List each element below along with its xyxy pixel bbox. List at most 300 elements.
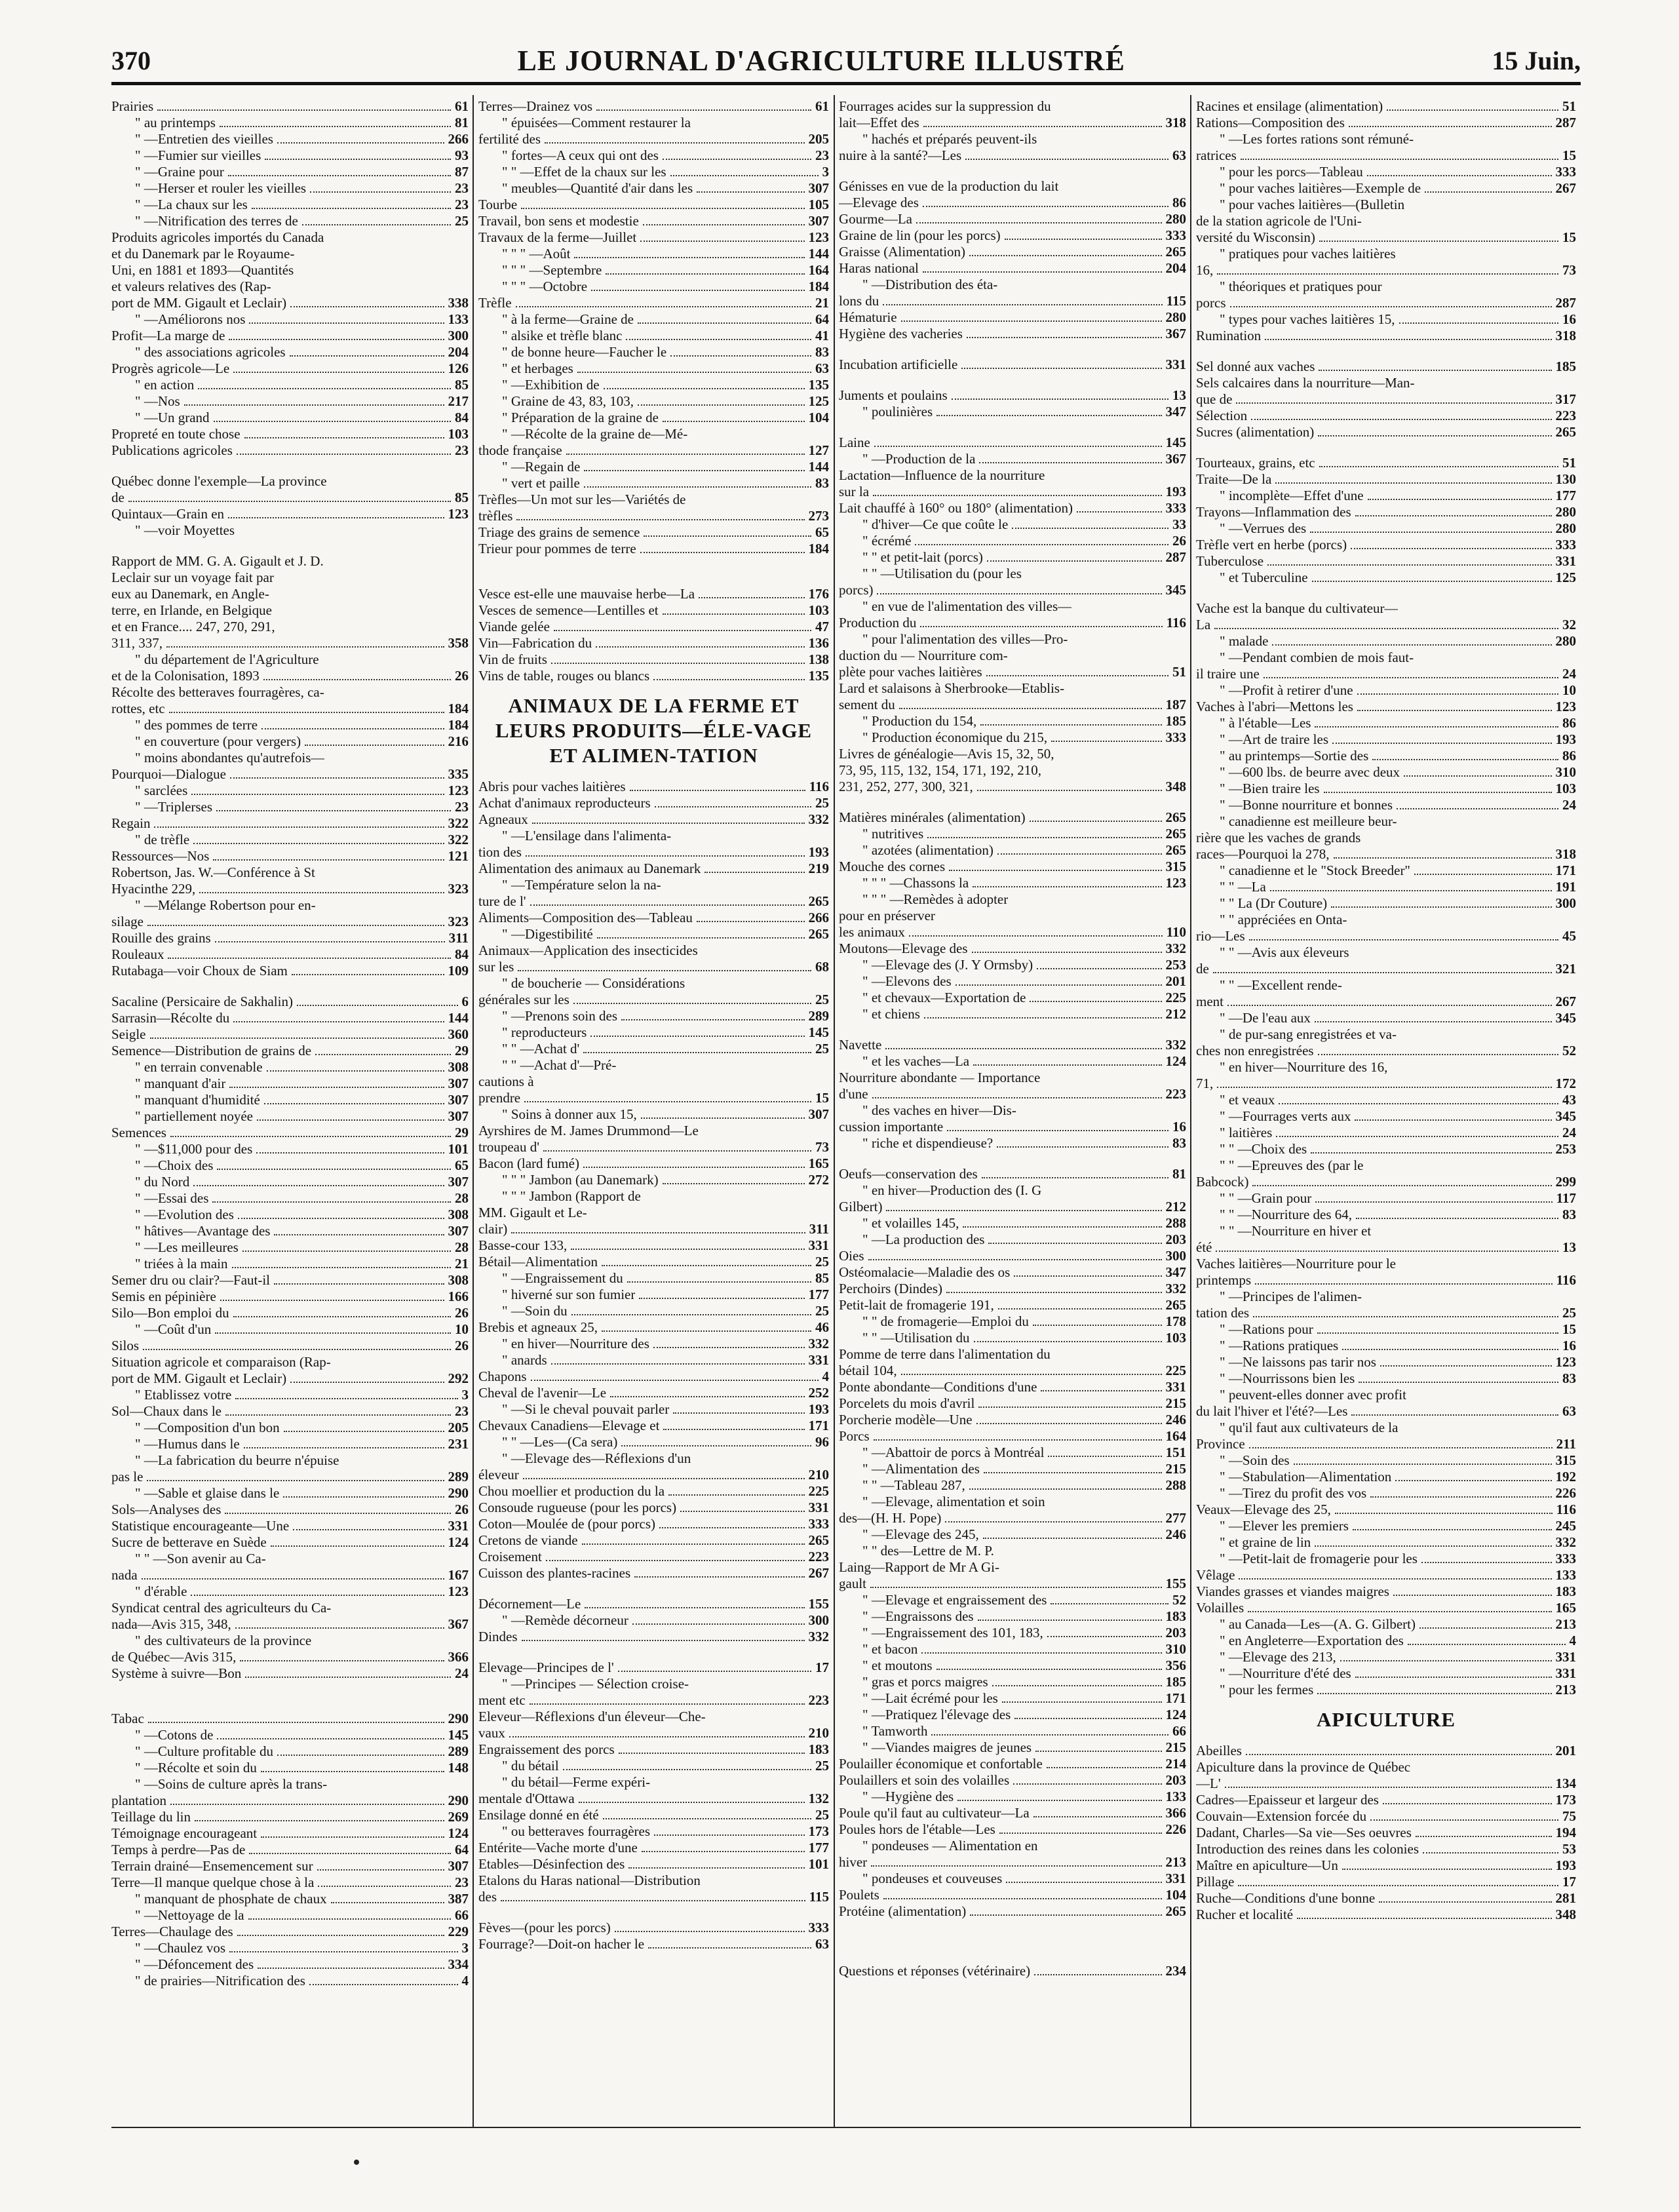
- entry-page-number: 123: [1555, 699, 1576, 714]
- entry-text: Hyacinthe 229,: [111, 881, 196, 897]
- entry-text: Sels calcaires dans la nourriture—Man-: [1196, 375, 1415, 391]
- entry-text: Production du: [839, 615, 917, 631]
- index-entry: [1196, 1370, 1576, 1387]
- dot-leader: [1419, 1627, 1552, 1629]
- entry-text: Trayons—Inflammation des: [1196, 504, 1351, 520]
- entry-page-number: 265: [1165, 244, 1186, 260]
- dot-leader: [584, 486, 811, 488]
- dot-leader: [1332, 743, 1551, 744]
- entry-text: Poulailler économique et confortable: [839, 1756, 1043, 1772]
- dot-leader: [256, 1152, 444, 1154]
- index-entry: [111, 1305, 469, 1321]
- index-entry: [111, 1092, 469, 1108]
- entry-text: " de prairies—Nitrification des: [135, 1973, 305, 1989]
- dot-leader: [969, 255, 1161, 256]
- dot-leader: [610, 1396, 804, 1397]
- entry-text: " —Verrues des: [1220, 520, 1307, 536]
- entry-text: " fortes—A ceux qui ont des: [502, 147, 659, 163]
- index-entry: [839, 115, 1186, 131]
- entry-page-number: 17: [1562, 1874, 1576, 1890]
- index-entry: [478, 1549, 829, 1565]
- index-entry: [1196, 944, 1576, 961]
- dot-leader: [1294, 1464, 1552, 1465]
- entry-text: " —Elevage des 213,: [1220, 1649, 1336, 1665]
- entry-page-number: 187: [1165, 697, 1186, 712]
- index-entry: [478, 492, 829, 508]
- entry-page-number: 123: [1165, 875, 1186, 891]
- index-entry: [111, 1534, 469, 1551]
- entry-text: " —Engraissement du: [502, 1270, 623, 1286]
- entry-text: Dadant, Charles—Sa vie—Ses oeuvres: [1196, 1825, 1412, 1840]
- dot-leader: [290, 1382, 444, 1383]
- entry-text: " —Sable et glaise dans le: [135, 1485, 280, 1501]
- entry-page-number: 47: [815, 619, 829, 634]
- dot-leader: [573, 1003, 811, 1004]
- entry-text: Tabac: [111, 1711, 144, 1726]
- section-title-animaux: ANIMAUX DE LA FERME ET LEURS PRODUITS—ÉLE-VAGE ET ALIMEN-TATION: [495, 694, 813, 767]
- index-entry: [839, 1477, 1186, 1494]
- index-entry: [839, 779, 1186, 795]
- index-entry: [478, 1483, 829, 1500]
- entry-page-number: 288: [1165, 1215, 1186, 1231]
- entry-page-number: 125: [1555, 570, 1576, 585]
- entry-page-number: 358: [448, 635, 469, 651]
- index-entry: [111, 1583, 469, 1600]
- entry-text: " —Soins de culture après la trans-: [135, 1776, 328, 1792]
- index-entry: [478, 1629, 829, 1645]
- index-entry: [1196, 1207, 1576, 1223]
- entry-page-number: 101: [448, 1141, 469, 1157]
- entry-text: " —De l'eau aux: [1220, 1010, 1311, 1026]
- dot-leader: [511, 1232, 805, 1233]
- entry-text: " —Elevage des 245,: [862, 1526, 979, 1542]
- dot-leader: [1370, 1819, 1558, 1821]
- entry-page-number: 290: [448, 1711, 469, 1726]
- index-entry: [1196, 1682, 1576, 1698]
- entry-page-number: 33: [1172, 516, 1186, 532]
- dot-leader: [952, 398, 1168, 400]
- index-entry: [111, 328, 469, 344]
- entry-text: " " des—Lettre de M. P.: [862, 1543, 994, 1559]
- index-entry: [478, 910, 829, 926]
- entry-page-number: 201: [1555, 1743, 1576, 1758]
- dot-leader: [602, 1330, 811, 1332]
- index-entry: [111, 864, 469, 881]
- entry-text: Semer dru ou clair?—Faut-il: [111, 1272, 271, 1288]
- index-entry: [839, 1086, 1186, 1102]
- entry-page-number: 16: [1172, 1119, 1186, 1135]
- entry-page-number: 123: [448, 783, 469, 798]
- dot-leader: [1340, 1660, 1552, 1661]
- index-entry: [1196, 375, 1576, 391]
- dot-leader: [217, 1169, 451, 1170]
- entry-page-number: 184: [808, 541, 829, 556]
- index-entry: [1196, 912, 1576, 928]
- index-entry: [478, 1385, 829, 1401]
- index-entry: [111, 1321, 469, 1338]
- entry-text: clair): [478, 1221, 508, 1237]
- index-entry: [839, 195, 1186, 211]
- index-entry: [839, 680, 1186, 697]
- entry-text: Prairies: [111, 98, 154, 114]
- entry-page-number: 4: [822, 1368, 829, 1384]
- dot-leader: [986, 675, 1168, 676]
- entry-list: [1196, 98, 1576, 1698]
- entry-text: les animaux: [839, 924, 905, 940]
- index-entry: [111, 1956, 469, 1973]
- index-entry: [839, 809, 1186, 826]
- entry-text: que de: [1196, 391, 1233, 407]
- entry-page-number: 133: [1555, 1567, 1576, 1583]
- dot-leader: [1225, 1787, 1552, 1788]
- dot-leader: [648, 1947, 811, 1949]
- index-entry: [478, 1287, 829, 1303]
- dot-leader: [1404, 775, 1551, 777]
- dot-leader: [263, 679, 451, 680]
- dot-leader: [509, 1736, 805, 1737]
- entry-text: " et graine de lin: [1220, 1534, 1311, 1550]
- entry-text: Produits agricoles importés du Canada: [111, 229, 324, 245]
- index-entry: [111, 473, 469, 490]
- entry-page-number: 215: [1165, 1739, 1186, 1755]
- index-entry: [478, 1467, 829, 1483]
- entry-text: " —Améliorons nos: [135, 311, 246, 327]
- entry-text: " gras et porcs maigres: [862, 1674, 988, 1690]
- index-entry: [1196, 1354, 1576, 1370]
- column-divider: [1190, 95, 1191, 2127]
- dot-leader: [1265, 339, 1551, 340]
- index-entry: [839, 631, 1186, 648]
- index-entry: [839, 697, 1186, 713]
- index-entry: [1196, 1775, 1576, 1792]
- dot-leader: [293, 1529, 444, 1530]
- entry-text: " —Nourrissons bien les: [1220, 1370, 1355, 1386]
- index-entry: [1196, 98, 1576, 115]
- entry-page-number: 63: [815, 1936, 829, 1952]
- entry-text: 311, 337,: [111, 635, 163, 651]
- index-entry: [839, 990, 1186, 1006]
- index-entry: [1196, 1026, 1576, 1043]
- index-entry: [478, 410, 829, 426]
- index-entry: [1196, 279, 1576, 295]
- dot-leader: [1216, 1251, 1558, 1252]
- dot-leader: [1319, 466, 1558, 467]
- entry-page-number: 267: [1555, 180, 1576, 196]
- entry-text: " " —Avis aux éleveurs: [1220, 944, 1349, 960]
- dot-leader: [606, 273, 804, 275]
- index-entry: [839, 1215, 1186, 1232]
- entry-page-number: 85: [455, 377, 469, 393]
- index-entry: [478, 877, 829, 893]
- index-entry: [478, 1612, 829, 1629]
- index-entry: [1196, 633, 1576, 650]
- index-entry: [478, 1532, 829, 1549]
- entry-page-number: 338: [448, 295, 469, 311]
- entry-page-number: 184: [808, 279, 829, 294]
- entry-text: Semences: [111, 1125, 166, 1140]
- entry-text: Robertson, Jas. W.—Conférence à St: [111, 864, 315, 880]
- entry-page-number: 110: [1166, 924, 1186, 940]
- entry-page-number: 115: [1166, 293, 1186, 309]
- dot-leader: [630, 790, 805, 791]
- entry-page-number: 116: [1556, 1502, 1576, 1517]
- entry-text: " alsike et trèfle blanc: [502, 328, 623, 343]
- index-entry: [111, 1141, 469, 1157]
- entry-text: " —L'ensilage dans l'alimenta-: [502, 828, 672, 844]
- entry-text: Porcherie modèle—Une: [839, 1412, 973, 1427]
- entry-page-number: 225: [808, 1483, 829, 1499]
- entry-text: Vesces de semence—Lentilles et: [478, 602, 659, 618]
- entry-page-number: 23: [455, 180, 469, 196]
- entry-page-number: 308: [448, 1059, 469, 1075]
- index-entry: [111, 1387, 469, 1403]
- dot-leader: [551, 1363, 805, 1365]
- entry-page-number: 323: [448, 881, 469, 897]
- index-entry: [1196, 781, 1576, 797]
- entry-page-number: 210: [808, 1725, 829, 1741]
- entry-page-number: 177: [808, 1287, 829, 1302]
- dot-leader: [574, 257, 804, 258]
- index-entry: [478, 1774, 829, 1791]
- entry-page-number: 46: [815, 1319, 829, 1335]
- dot-leader: [885, 1048, 1161, 1049]
- entry-text: Abris pour vaches laitières: [478, 779, 626, 794]
- dot-leader: [1014, 1718, 1161, 1719]
- dot-leader: [868, 1259, 1162, 1260]
- dot-leader: [1033, 1325, 1162, 1326]
- index-entry: [111, 1711, 469, 1727]
- entry-text: Petit-lait de fromagerie 191,: [839, 1297, 994, 1313]
- spacer-row: [839, 342, 1186, 357]
- entry-page-number: 269: [448, 1809, 469, 1825]
- index-entry: [478, 115, 829, 131]
- entry-page-number: 332: [1555, 1534, 1576, 1550]
- entry-page-number: 61: [455, 98, 469, 114]
- index-entry: [839, 326, 1186, 342]
- dot-leader: [970, 1914, 1161, 1916]
- entry-page-number: 331: [808, 1500, 829, 1515]
- index-entry: [1196, 504, 1576, 520]
- entry-page-number: 265: [808, 1532, 829, 1548]
- entry-page-number: 151: [1165, 1445, 1186, 1460]
- entry-page-number: 289: [808, 1008, 829, 1024]
- dot-leader: [216, 810, 451, 811]
- index-entry: [839, 1199, 1186, 1215]
- entry-page-number: 177: [1555, 488, 1576, 503]
- dot-leader: [871, 1865, 1161, 1867]
- dot-leader: [1335, 1513, 1553, 1514]
- dot-leader: [628, 1867, 804, 1869]
- index-entry: [478, 619, 829, 635]
- index-entry: [839, 516, 1186, 533]
- index-entry: [839, 1330, 1186, 1346]
- entry-text: " " —Les—(Ca sera): [502, 1434, 618, 1450]
- dot-leader: [1315, 1021, 1552, 1022]
- entry-page-number: 123: [808, 229, 829, 245]
- index-entry: [111, 1727, 469, 1743]
- dot-leader: [670, 355, 811, 357]
- entry-page-number: 265: [1165, 842, 1186, 858]
- entry-page-number: 266: [808, 910, 829, 925]
- entry-text: " —Tirez du profit des vos: [1220, 1485, 1367, 1501]
- entry-text: Pillage: [1196, 1874, 1235, 1890]
- entry-page-number: 226: [1165, 1821, 1186, 1837]
- issue-date: 15 Juin,: [1492, 45, 1581, 75]
- entry-page-number: 26: [455, 1502, 469, 1517]
- index-entry: [111, 668, 469, 684]
- entry-page-number: 193: [1165, 484, 1186, 499]
- entry-text: Silos: [111, 1338, 140, 1353]
- entry-text: " —La production des: [862, 1232, 985, 1247]
- spacer-row: [1196, 586, 1576, 600]
- dot-leader: [1217, 1087, 1551, 1088]
- dot-leader: [142, 1578, 444, 1580]
- entry-page-number: 166: [448, 1289, 469, 1304]
- entry-text: " —Petit-lait de fromagerie pour les: [1220, 1551, 1418, 1566]
- entry-text: " en hiver—Nourriture des: [502, 1336, 649, 1351]
- entry-page-number: 148: [448, 1760, 469, 1775]
- entry-text: " et Tuberculine: [1220, 570, 1308, 585]
- entry-text: fertilité des: [478, 131, 541, 147]
- dot-leader: [571, 1314, 811, 1315]
- dot-leader: [978, 1620, 1162, 1621]
- dot-leader: [582, 1543, 805, 1545]
- dot-leader: [638, 322, 811, 324]
- index-entry: [111, 131, 469, 147]
- entry-text: trèfles: [478, 508, 513, 524]
- index-column-3: [839, 98, 1186, 2114]
- index-entry: [478, 147, 829, 164]
- entry-page-number: 287: [1555, 295, 1576, 311]
- index-entry: [839, 1854, 1186, 1871]
- index-entry: [111, 832, 469, 848]
- entry-text: de Québec—Avis 315,: [111, 1649, 237, 1665]
- spacer-row: [1196, 440, 1576, 455]
- entry-text: " " —Utilisation du (pour les: [862, 566, 1022, 581]
- dot-leader: [229, 339, 444, 340]
- dot-leader: [1239, 1578, 1551, 1580]
- entry-text: nuire à la santé?—Les: [839, 147, 962, 163]
- entry-text: vaux: [478, 1725, 505, 1741]
- entry-text: de: [1196, 961, 1209, 977]
- entry-page-number: 29: [455, 1043, 469, 1058]
- index-entry: [478, 1565, 829, 1581]
- dot-leader: [1270, 890, 1552, 891]
- dot-leader: [955, 984, 1162, 986]
- index-entry: [478, 1500, 829, 1516]
- entry-page-number: 267: [808, 1565, 829, 1581]
- dot-leader: [531, 1380, 819, 1381]
- entry-text: " et volailles 145,: [862, 1215, 959, 1231]
- index-entry: [1196, 471, 1576, 488]
- entry-page-number: 323: [448, 914, 469, 929]
- entry-text: lons du: [839, 293, 879, 309]
- entry-text: Lard et salaisons à Sherbrooke—Etablis-: [839, 680, 1065, 696]
- entry-text: " reproducteurs: [502, 1024, 587, 1040]
- entry-page-number: 164: [1165, 1428, 1186, 1444]
- entry-text: Cheval de l'avenir—Le: [478, 1385, 607, 1401]
- entry-text: " de trèfle: [135, 832, 190, 847]
- dot-leader: [1317, 1693, 1551, 1694]
- entry-text: cautions à: [478, 1074, 534, 1089]
- index-entry: [1196, 1010, 1576, 1026]
- entry-page-number: 183: [1165, 1608, 1186, 1624]
- entry-page-number: 41: [815, 328, 829, 343]
- entry-page-number: 65: [455, 1157, 469, 1173]
- dot-leader: [191, 794, 444, 795]
- dot-leader: [579, 1802, 805, 1803]
- dot-leader: [566, 454, 805, 455]
- dot-leader: [501, 1900, 805, 1901]
- index-entry: [839, 1756, 1186, 1772]
- entry-text: Cretons de viande: [478, 1532, 578, 1548]
- spacer-row: [111, 459, 469, 473]
- entry-text: " des associations agricoles: [135, 344, 286, 360]
- entry-text: " théoriques et pratiques pour: [1220, 279, 1382, 294]
- dot-leader: [653, 1347, 805, 1348]
- dot-leader: [1311, 1152, 1551, 1154]
- index-entry: [839, 1887, 1186, 1903]
- entry-page-number: 134: [1555, 1775, 1576, 1791]
- index-entry: [1196, 1092, 1576, 1108]
- dot-leader: [1238, 1885, 1558, 1886]
- dot-leader: [1357, 693, 1558, 695]
- entry-text: Alimentation des animaux au Danemark: [478, 861, 701, 876]
- entry-text: Poulaillers et soin des volailles: [839, 1772, 1010, 1788]
- entry-text: Gourme—La: [839, 211, 912, 227]
- entry-text: Basse-cour 133,: [478, 1237, 568, 1253]
- entry-page-number: 367: [448, 1616, 469, 1632]
- dot-leader: [1217, 273, 1558, 275]
- index-entry: [478, 893, 829, 910]
- entry-text: " —Rations pratiques: [1220, 1338, 1339, 1353]
- dot-leader: [217, 1738, 444, 1739]
- index-entry: [1196, 1583, 1576, 1600]
- entry-page-number: 81: [455, 115, 469, 130]
- index-entry: [1196, 115, 1576, 131]
- entry-text: " —Profit à retirer d'une: [1220, 682, 1353, 698]
- index-entry: [111, 570, 469, 586]
- index-entry: [478, 795, 829, 811]
- column-divider: [834, 95, 835, 2127]
- index-entry: [1196, 682, 1576, 699]
- index-entry: [111, 147, 469, 164]
- entry-text: Statistique encourageante—Une: [111, 1518, 290, 1534]
- entry-page-number: 3: [461, 1940, 469, 1956]
- entry-page-number: 356: [1165, 1658, 1186, 1673]
- dot-leader: [699, 597, 804, 598]
- entry-text: " " " —Octobre: [502, 279, 588, 294]
- dot-leader: [1319, 241, 1558, 242]
- entry-page-number: 331: [1165, 357, 1186, 372]
- entry-text: Terrain drainé—Ensemencement sur: [111, 1858, 313, 1874]
- entry-page-number: 253: [1165, 957, 1186, 973]
- entry-text: " pour l'alimentation des villes—Pro-: [862, 631, 1068, 647]
- index-entry: [839, 1592, 1186, 1608]
- index-entry: [111, 246, 469, 262]
- entry-page-number: 315: [1555, 1452, 1576, 1468]
- entry-page-number: 32: [1562, 617, 1576, 632]
- dot-leader: [257, 1119, 444, 1121]
- entry-text: Vin de fruits: [478, 651, 547, 667]
- dot-leader: [1356, 1218, 1558, 1219]
- entry-text: Progrès agricole—Le: [111, 360, 230, 376]
- index-entry: [111, 815, 469, 832]
- dot-leader: [1253, 1316, 1558, 1317]
- index-entry: [839, 435, 1186, 451]
- entry-page-number: 83: [815, 344, 829, 360]
- dot-leader: [551, 663, 805, 664]
